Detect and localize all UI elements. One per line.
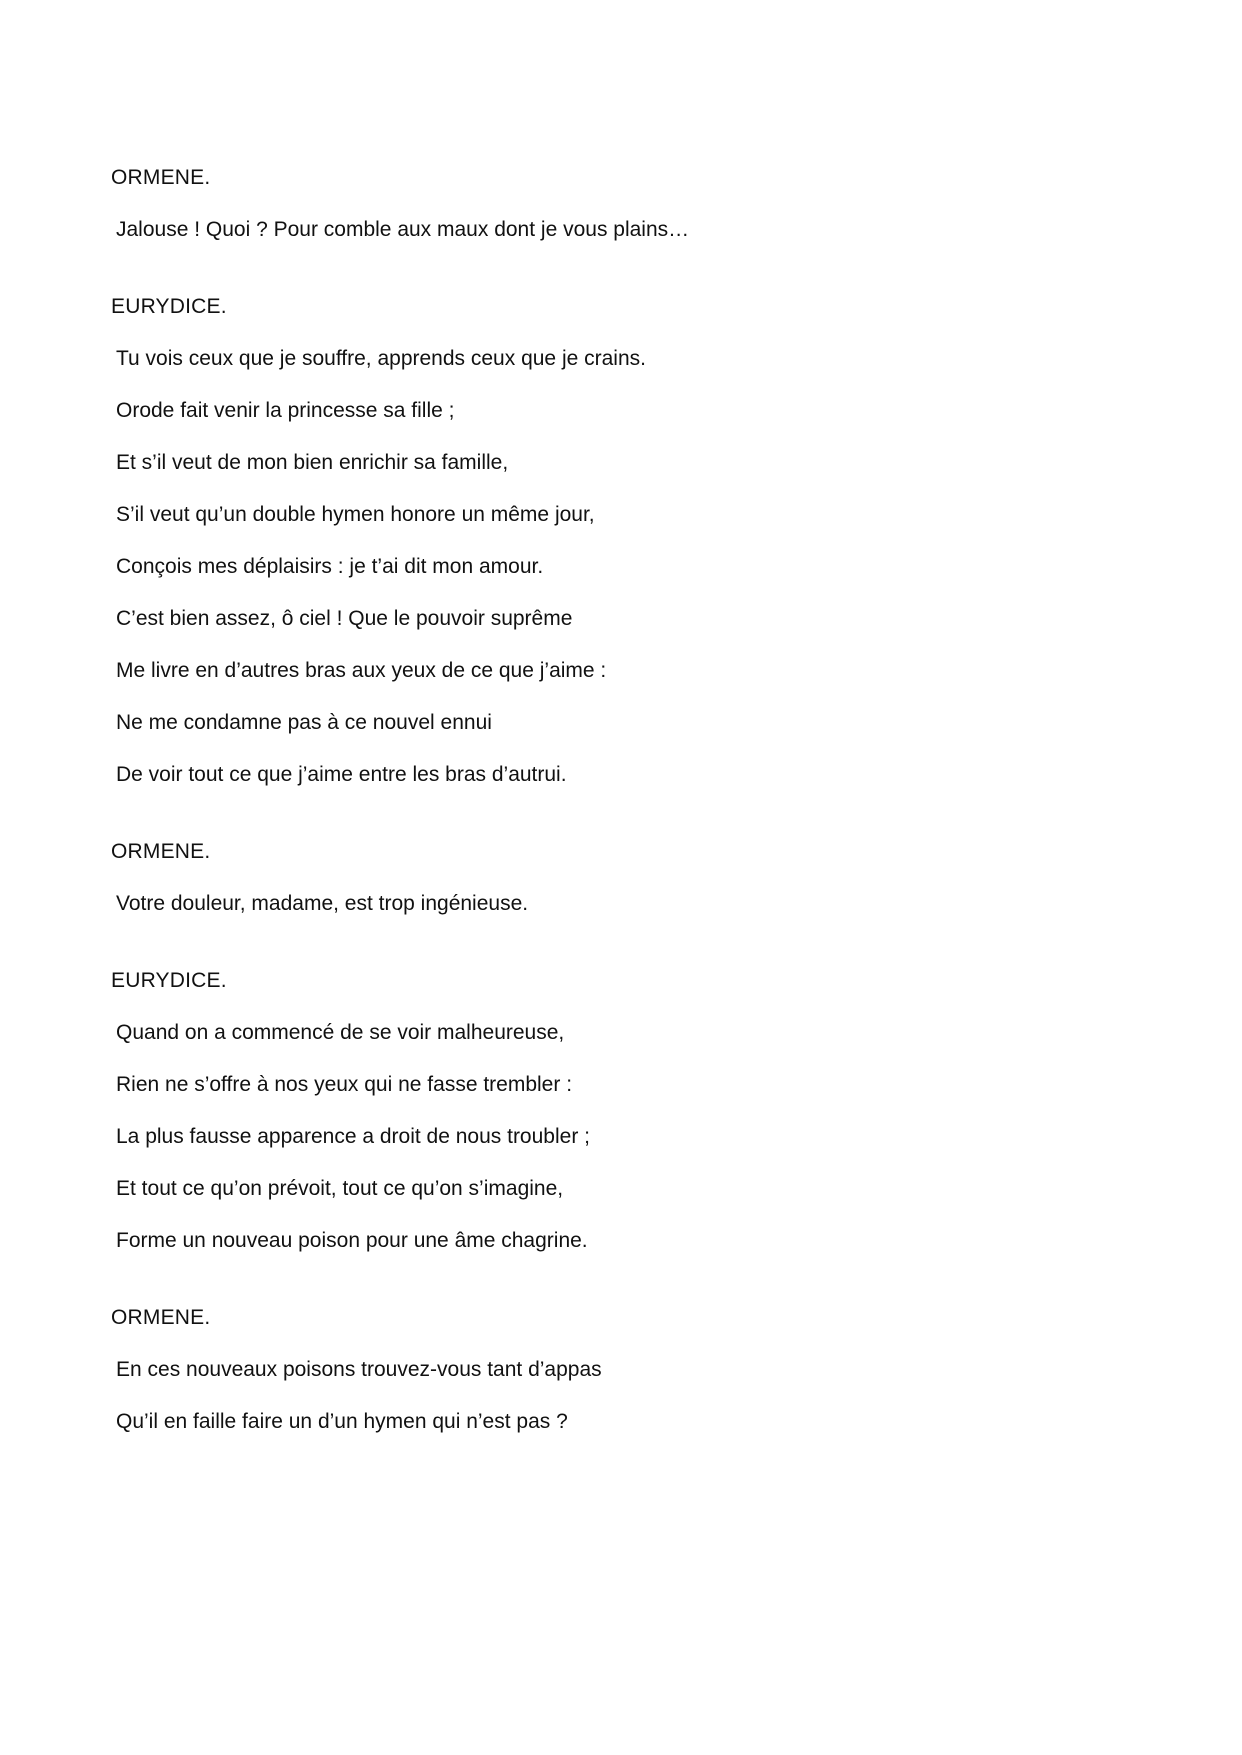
verse-line: Quand on a commencé de se voir malheureuse, xyxy=(116,1021,565,1044)
verse-line: Me livre en d’autres bras aux yeux de ce que j’aime : xyxy=(116,659,607,682)
play-text xyxy=(111,165,1111,1486)
dialogue-block xyxy=(111,1305,1111,1435)
speaker-name: ORMENE. xyxy=(111,840,211,863)
verse-line: Ne me condamne pas à ce nouvel ennui xyxy=(116,711,492,734)
dialogue-block xyxy=(111,968,1111,1254)
verse-line: De voir tout ce que j’aime entre les bras d’autrui. xyxy=(116,763,567,786)
verse-line: Et tout ce qu’on prévoit, tout ce qu’on s’imagine, xyxy=(116,1177,564,1200)
dialogue-block xyxy=(111,165,1111,243)
verse-line: Tu vois ceux que je souffre, apprends ceux que je crains. xyxy=(116,347,646,370)
verse-line: Rien ne s’offre à nos yeux qui ne fasse trembler : xyxy=(116,1073,573,1096)
verse-line: Qu’il en faille faire un d’un hymen qui n’est pas ? xyxy=(116,1410,568,1433)
verse-line: Conçois mes déplaisirs : je t’ai dit mon amour. xyxy=(116,555,544,578)
verse-line: Et s’il veut de mon bien enrichir sa famille, xyxy=(116,451,509,474)
verse-line: Votre douleur, madame, est trop ingénieuse. xyxy=(116,892,529,915)
verse-line: En ces nouveaux poisons trouvez-vous tant d’appas xyxy=(116,1358,602,1381)
verse-line: Forme un nouveau poison pour une âme chagrine. xyxy=(116,1229,588,1252)
speaker-name: ORMENE. xyxy=(111,1306,211,1329)
verse-line: La plus fausse apparence a droit de nous troubler ; xyxy=(116,1125,590,1148)
speaker-name: ORMENE. xyxy=(111,166,211,189)
speaker-name: EURYDICE. xyxy=(111,969,227,992)
dialogue-block xyxy=(111,294,1111,788)
verse-line: Jalouse ! Quoi ? Pour comble aux maux dont je vous plains… xyxy=(116,218,690,241)
speaker-name: EURYDICE. xyxy=(111,295,227,318)
verse-line: S’il veut qu’un double hymen honore un même jour, xyxy=(116,503,595,526)
verse-line: C’est bien assez, ô ciel ! Que le pouvoir suprême xyxy=(116,607,573,630)
verse-line: Orode fait venir la princesse sa fille ; xyxy=(116,399,455,422)
dialogue-block xyxy=(111,839,1111,917)
